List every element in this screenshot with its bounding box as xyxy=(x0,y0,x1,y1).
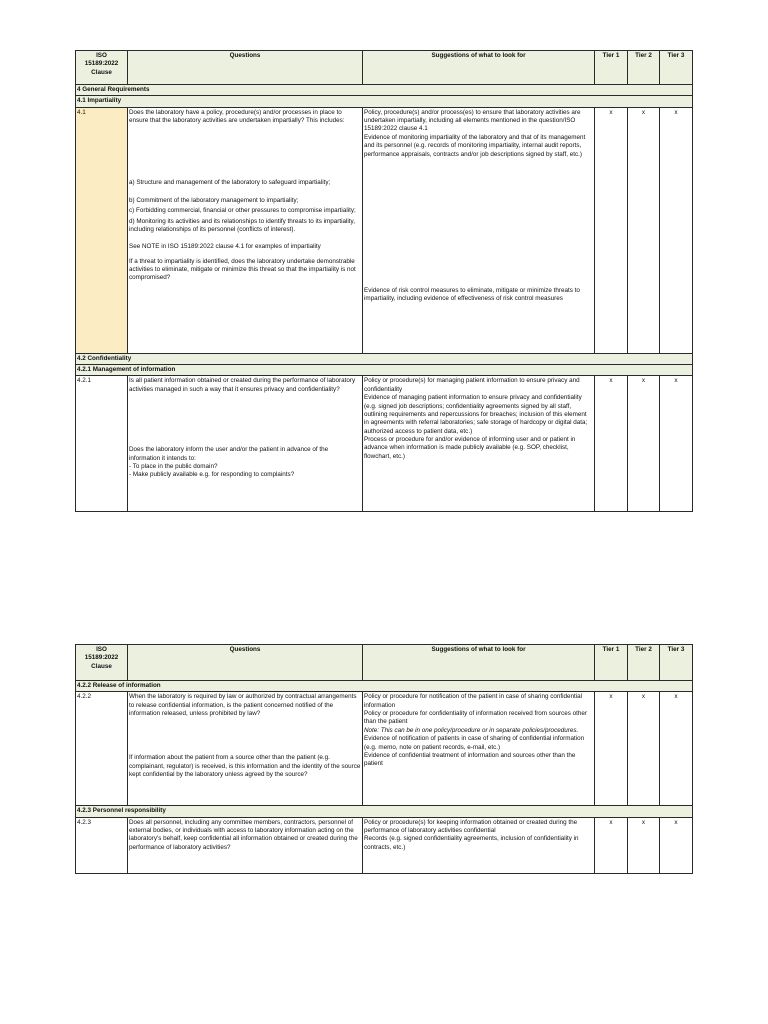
tier1-mark: x xyxy=(595,692,628,806)
table-row xyxy=(76,692,693,806)
clause-header-line: 15189:2022 xyxy=(84,654,119,662)
suggestion-text: Records (e.g. signed confidentiality agreements, inclusion of confidentiality in contracts, etc.) xyxy=(364,835,579,851)
clause-cell: 4.1 xyxy=(76,107,128,353)
tier2-mark: x xyxy=(628,107,660,353)
clause-cell: 4.2.2 xyxy=(76,692,128,806)
question-text: See NOTE in ISO 15189:2022 clause 4.1 for examples of impartiality xyxy=(129,243,321,251)
tier3-header: Tier 3 xyxy=(660,51,693,85)
suggestion-cell xyxy=(363,376,595,512)
suggestion-text: Evidence of notification of patients in case of sharing of confidential information (e.g. memo, note on patient records, e-mail, etc.) xyxy=(364,735,585,751)
section-title: 4.2 Confidentiality xyxy=(76,353,693,364)
suggestions-header: Suggestions of what to look for xyxy=(363,645,595,681)
table-row xyxy=(76,376,693,512)
suggestion-note: Note: This can be in one policy/procedure or in separate policies/procedures. xyxy=(364,726,579,734)
questions-header: Questions xyxy=(128,645,363,681)
question-text: Does the laboratory inform the user and/or the patient in advance of the information it intends to: xyxy=(129,446,329,462)
tier2-mark: x xyxy=(628,692,660,806)
section-row xyxy=(76,353,693,364)
section-row xyxy=(76,806,693,817)
section-title: 4.2.1 Management of information xyxy=(76,365,693,376)
tier1-header: Tier 1 xyxy=(595,645,628,681)
question-text: - Make publicly available e.g. for responding to complaints? xyxy=(129,471,295,479)
header-row xyxy=(76,645,693,681)
question-text: Is all patient information obtained or created during the performance of laboratory activities managed in such a way that it ensures privacy and confidentiality? xyxy=(129,377,356,393)
tier2-header: Tier 2 xyxy=(628,51,660,85)
suggestion-text: Evidence of risk control measures to eliminate, mitigate or minimize threats to impartiality, including evidence of effectiveness of risk control measures xyxy=(364,286,580,303)
tier2-mark: x xyxy=(628,376,660,512)
clause-header xyxy=(76,51,128,85)
requirements-table-1 xyxy=(75,50,693,512)
clause-header-line: Clause xyxy=(91,662,112,670)
question-text: Does all personnel, including any committee members, contractors, personnel of external bodies, or individuals with access to laboratory information acting on the laboratory's behalf, keep confidential all information obtained or created during the performance of laboratory activities? xyxy=(129,818,358,851)
clause-header-line: Clause xyxy=(91,68,112,76)
question-text: c) Forbidding commercial, financial or other pressures to compromise impartiality; xyxy=(129,207,356,215)
clause-header-line: ISO xyxy=(96,646,107,653)
question-cell xyxy=(128,107,363,353)
section-row xyxy=(76,85,693,96)
suggestion-text: Policy or procedure(s) for managing patient information to ensure privacy and confidentiality xyxy=(364,377,580,393)
section-row xyxy=(76,96,693,107)
question-cell xyxy=(128,692,363,806)
question-text: Does the laboratory have a policy, procedure(s) and/or processes in place to ensure that the laboratory activities are undertaken impartially? This includes: xyxy=(129,108,345,125)
tier2-header: Tier 2 xyxy=(628,645,660,681)
question-text: d) Monitoring its activities and its relationships to identify threats to its impartiality, including relationships of its personnel (conflicts of interest). xyxy=(129,217,355,233)
suggestion-cell xyxy=(363,817,595,873)
tier3-mark: x xyxy=(660,376,693,512)
question-cell xyxy=(128,376,363,512)
suggestion-text: Evidence of managing patient information to ensure privacy and confidentiality (e.g. signed job descriptions; confidentiality agreements signed by all staff, outlining requirements and repercussions for breaches; inclusion of this element in agreements with referral laboratories; safe storage of hardcopy or digital data; authorized access to patient data, etc.) xyxy=(364,394,588,435)
tier1-mark: x xyxy=(595,817,628,873)
question-text: b) Commitment of the laboratory management to impartiality; xyxy=(129,196,299,204)
tier3-mark: x xyxy=(660,692,693,806)
tier3-header: Tier 3 xyxy=(660,645,693,681)
section-title: 4.2.3 Personnel responsibility xyxy=(76,806,693,817)
questions-header: Questions xyxy=(128,51,363,85)
clause-cell: 4.2.3 xyxy=(76,817,128,873)
section-title: 4.1 Impartiality xyxy=(76,96,693,107)
question-text: - To place in the public domain? xyxy=(129,462,218,470)
question-text: When the laboratory is required by law or authorized by contractual arrangements to release confidential information, is the patient concerned notified of the information released, unless prohibited by law? xyxy=(129,693,357,718)
tier3-mark: x xyxy=(660,817,693,873)
section-title: 4 General Requirements xyxy=(76,85,693,96)
section-row xyxy=(76,681,693,692)
suggestions-header: Suggestions of what to look for xyxy=(363,51,595,85)
suggestion-text: Policy or procedure(s) for keeping information obtained or created during the performance of laboratory activities confidential xyxy=(364,818,578,835)
tier2-mark: x xyxy=(628,817,660,873)
table-row xyxy=(76,817,693,873)
suggestion-text: Process or procedure for and/or evidence of informing user and or patient in advance when information is made publicly available (e.g. SOP, checklist, flowchart, etc.) xyxy=(364,435,576,460)
requirements-table-2 xyxy=(75,644,693,874)
suggestion-cell xyxy=(363,107,595,353)
clause-header xyxy=(76,645,128,681)
section-title: 4.2.2 Release of information xyxy=(76,681,693,692)
tier1-header: Tier 1 xyxy=(595,51,628,85)
section-row xyxy=(76,365,693,376)
question-text: If information about the patient from a source other than the patient (e.g. complainant, regulator) is received, is this information and the identity of the source kept confidential by the laboratory unless agreed by the source? xyxy=(129,754,361,779)
clause-header-line: ISO xyxy=(96,52,107,59)
suggestion-text: Evidence of confidential treatment of information and sources other than the patient xyxy=(364,751,576,768)
suggestion-text: Evidence of monitoring impartiality of the laboratory and that of its management and its personnel (e.g. records of monitoring impartiality, internal audit reports, performance appraisals, contracts and/or job descriptions signed by staff, etc.) xyxy=(364,133,586,158)
tier1-mark: x xyxy=(595,376,628,512)
question-text: a) Structure and management of the laboratory to safeguard impartiality; xyxy=(129,179,331,187)
tier3-mark: x xyxy=(660,107,693,353)
suggestion-text: Policy, procedure(s) and/or process(es) to ensure that laboratory activities are undertaken impartially, including all elements mentioned in the question/ISO 15189:2022 clause 4.1 xyxy=(364,108,581,133)
tier1-mark: x xyxy=(595,107,628,353)
table-row xyxy=(76,107,693,353)
clause-header-line: 15189:2022 xyxy=(84,60,119,68)
suggestion-text: Policy or procedure for confidentiality of information received from sources other than the patient xyxy=(364,710,587,726)
suggestion-text: Policy or procedure for notification of the patient in case of sharing confidential information xyxy=(364,693,583,709)
question-cell xyxy=(128,817,363,873)
clause-cell: 4.2.1 xyxy=(76,376,128,512)
suggestion-cell xyxy=(363,692,595,806)
question-text: If a threat to impartiality is identified, does the laboratory undertake demonstrable activities to eliminate, mitigate or minimize this threat so that the impartiality is not compromised? xyxy=(129,257,356,282)
header-row xyxy=(76,51,693,85)
